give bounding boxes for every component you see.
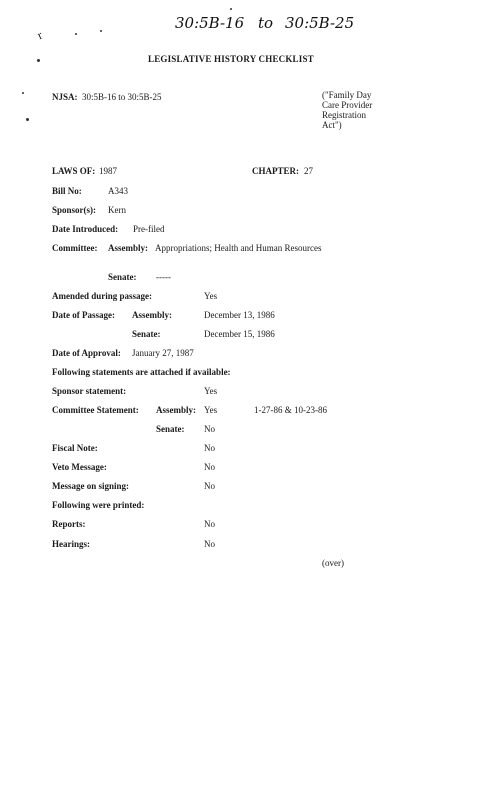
hearings-label: Hearings: (52, 539, 90, 549)
fiscal-note-value: No (204, 443, 215, 453)
message-on-signing-value: No (204, 481, 215, 491)
statements-heading: Following statements are attached if available: (52, 367, 231, 377)
scan-speck (22, 92, 24, 94)
chapter-label: CHAPTER: (252, 166, 299, 176)
over-note: (over) (322, 558, 344, 568)
approval-value: January 27, 1987 (132, 348, 194, 358)
approval-label: Date of Approval: (52, 348, 121, 358)
bill-no-label: Bill No: (52, 186, 82, 196)
committee-label: Committee: (52, 243, 98, 253)
scan-speck (230, 8, 232, 10)
handwritten-to: to (258, 14, 274, 32)
njsa-label: NJSA: (52, 92, 78, 102)
reports-value: No (204, 519, 215, 529)
passage-label: Date of Passage: (52, 310, 115, 320)
scan-speck (100, 30, 102, 32)
printed-heading: Following were printed: (52, 500, 145, 510)
committee-statement-assembly-label: Assembly: (156, 405, 196, 415)
passage-assembly-value: December 13, 1986 (204, 310, 275, 320)
date-introduced-label: Date Introduced: (52, 224, 119, 234)
handwritten-left: 30:5B-16 (175, 14, 245, 32)
act-name: ("Family Day Care Provider Registration Act") (322, 90, 373, 130)
committee-statement-dates: 1-27-86 & 10-23-86 (254, 405, 327, 415)
committee-assembly-label: Assembly: (108, 243, 148, 253)
passage-assembly-label: Assembly: (132, 310, 172, 320)
veto-message-value: No (204, 462, 215, 472)
fiscal-note-label: Fiscal Note: (52, 443, 98, 453)
passage-senate-value: December 15, 1986 (204, 329, 275, 339)
amended-value: Yes (204, 291, 218, 301)
date-introduced-value: Pre-filed (133, 224, 165, 234)
bill-no-value: A343 (108, 186, 128, 196)
scan-speck (26, 118, 29, 121)
committee-statement-senate-label: Senate: (156, 424, 185, 434)
committee-statement-assembly-value: Yes (204, 405, 218, 415)
committee-senate-value: ----- (156, 272, 171, 282)
chapter-value: 27 (304, 166, 313, 176)
amended-label: Amended during passage: (52, 291, 153, 301)
hearings-value: No (204, 539, 215, 549)
committee-assembly-value: Appropriations; Health and Human Resources (155, 243, 322, 253)
sponsor-statement-value: Yes (204, 386, 218, 396)
njsa-value: 30:5B-16 to 30:5B-25 (82, 92, 162, 102)
sponsor-statement-label: Sponsor statement: (52, 386, 127, 396)
scan-mark: r (35, 27, 45, 43)
scan-speck (37, 59, 40, 62)
message-on-signing-label: Message on signing: (52, 481, 130, 491)
handwritten-right: 30:5B-25 (285, 14, 355, 32)
sponsors-label: Sponsor(s): (52, 205, 97, 215)
scan-speck (75, 33, 77, 35)
laws-of-label: LAWS OF: (52, 166, 96, 176)
laws-of-value: 1987 (99, 166, 117, 176)
sponsors-value: Kern (108, 205, 126, 215)
reports-label: Reports: (52, 519, 86, 529)
committee-statement-senate-value: No (204, 424, 215, 434)
document-title: LEGISLATIVE HISTORY CHECKLIST (148, 54, 314, 64)
committee-statement-label: Committee Statement: (52, 405, 139, 415)
veto-message-label: Veto Message: (52, 462, 107, 472)
committee-senate-label: Senate: (108, 272, 137, 282)
passage-senate-label: Senate: (132, 329, 161, 339)
